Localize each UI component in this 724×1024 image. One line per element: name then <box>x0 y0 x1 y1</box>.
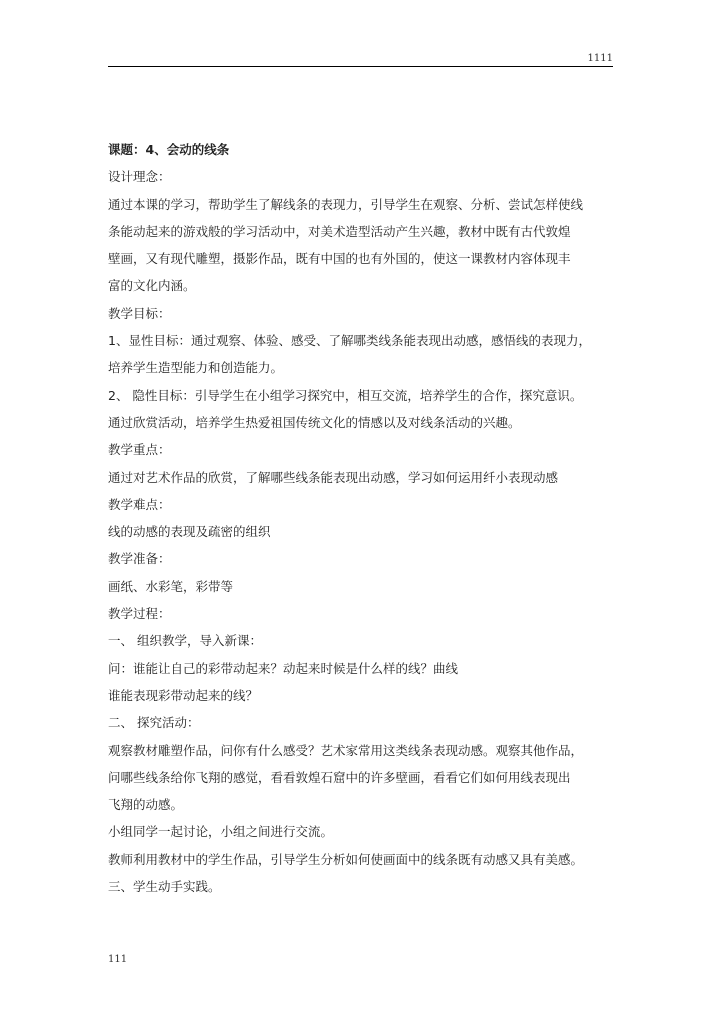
text-line: 教学重点： <box>108 442 171 458</box>
text-line: 1、显性目标：通过观察、体验、感受、了解哪类线条能表现出动感，感悟线的表现力， <box>108 333 591 349</box>
text-line: 小组同学一起讨论，小组之间进行交流。 <box>108 824 334 840</box>
text-line: 教学难点： <box>108 496 171 512</box>
text-line: 教学目标： <box>108 305 171 321</box>
text-line: 条能动起来的游戏般的学习活动中，对美术造型活动产生兴趣，教材中既有古代敦煌 <box>108 223 571 239</box>
text-line: 飞翔的动感。 <box>108 797 184 813</box>
document-body <box>108 140 616 904</box>
text-line: 问：谁能让自己的彩带动起来？动起来时候是什么样的线？曲线 <box>108 660 459 676</box>
text-line: 通过对艺术作品的欣赏，了解哪些线条能表现出动感，学习如何运用纤小表现动感 <box>108 469 559 485</box>
text-line: 教师利用教材中的学生作品，引导学生分析如何使画面中的线条既有动感又具有美感。 <box>108 851 584 867</box>
text-line: 谁能表现彩带动起来的线？ <box>108 687 259 703</box>
text-line: 二、 探究活动： <box>108 715 200 731</box>
text-line: 设计理念： <box>108 169 171 185</box>
text-line: 三、学生动手实践。 <box>108 879 221 895</box>
text-line: 一、 组织教学，导入新课： <box>108 633 262 649</box>
text-line: 富的文化内涵。 <box>108 278 196 294</box>
header-rule <box>108 66 613 67</box>
text-line: 2、 隐性目标：引导学生在小组学习探究中，相互交流，培养学生的合作，探究意识。 <box>108 387 583 403</box>
text-line: 教学准备： <box>108 551 171 567</box>
text-line: 观察教材雕塑作品，问你有什么感受？艺术家常用这类线条表现动感。观察其他作品， <box>108 742 584 758</box>
text-line: 通过本课的学习，帮助学生了解线条的表现力，引导学生在观察、分析、尝试怎样使线 <box>108 196 584 212</box>
footer-page-number: 111 <box>108 954 128 965</box>
text-line: 壁画，又有现代雕塑，摄影作品，既有中国的也有外国的，使这一课教材内容体现丰 <box>108 251 571 267</box>
text-line: 培养学生造型能力和创造能力。 <box>108 360 284 376</box>
text-line: 教学过程： <box>108 606 171 622</box>
lesson-title: 课题：4、会动的线条 <box>108 142 230 157</box>
text-line: 画纸、水彩笔，彩带等 <box>108 578 234 594</box>
text-line: 问哪些线条给你飞翔的感觉，看看敦煌石窟中的许多壁画，看看它们如何用线表现出 <box>108 769 571 785</box>
text-line: 线的动感的表现及疏密的组织 <box>108 524 271 540</box>
text-line: 通过欣赏活动，培养学生热爱祖国传统文化的情感以及对线条活动的兴趣。 <box>108 414 521 430</box>
header-page-number: 1111 <box>587 53 613 64</box>
